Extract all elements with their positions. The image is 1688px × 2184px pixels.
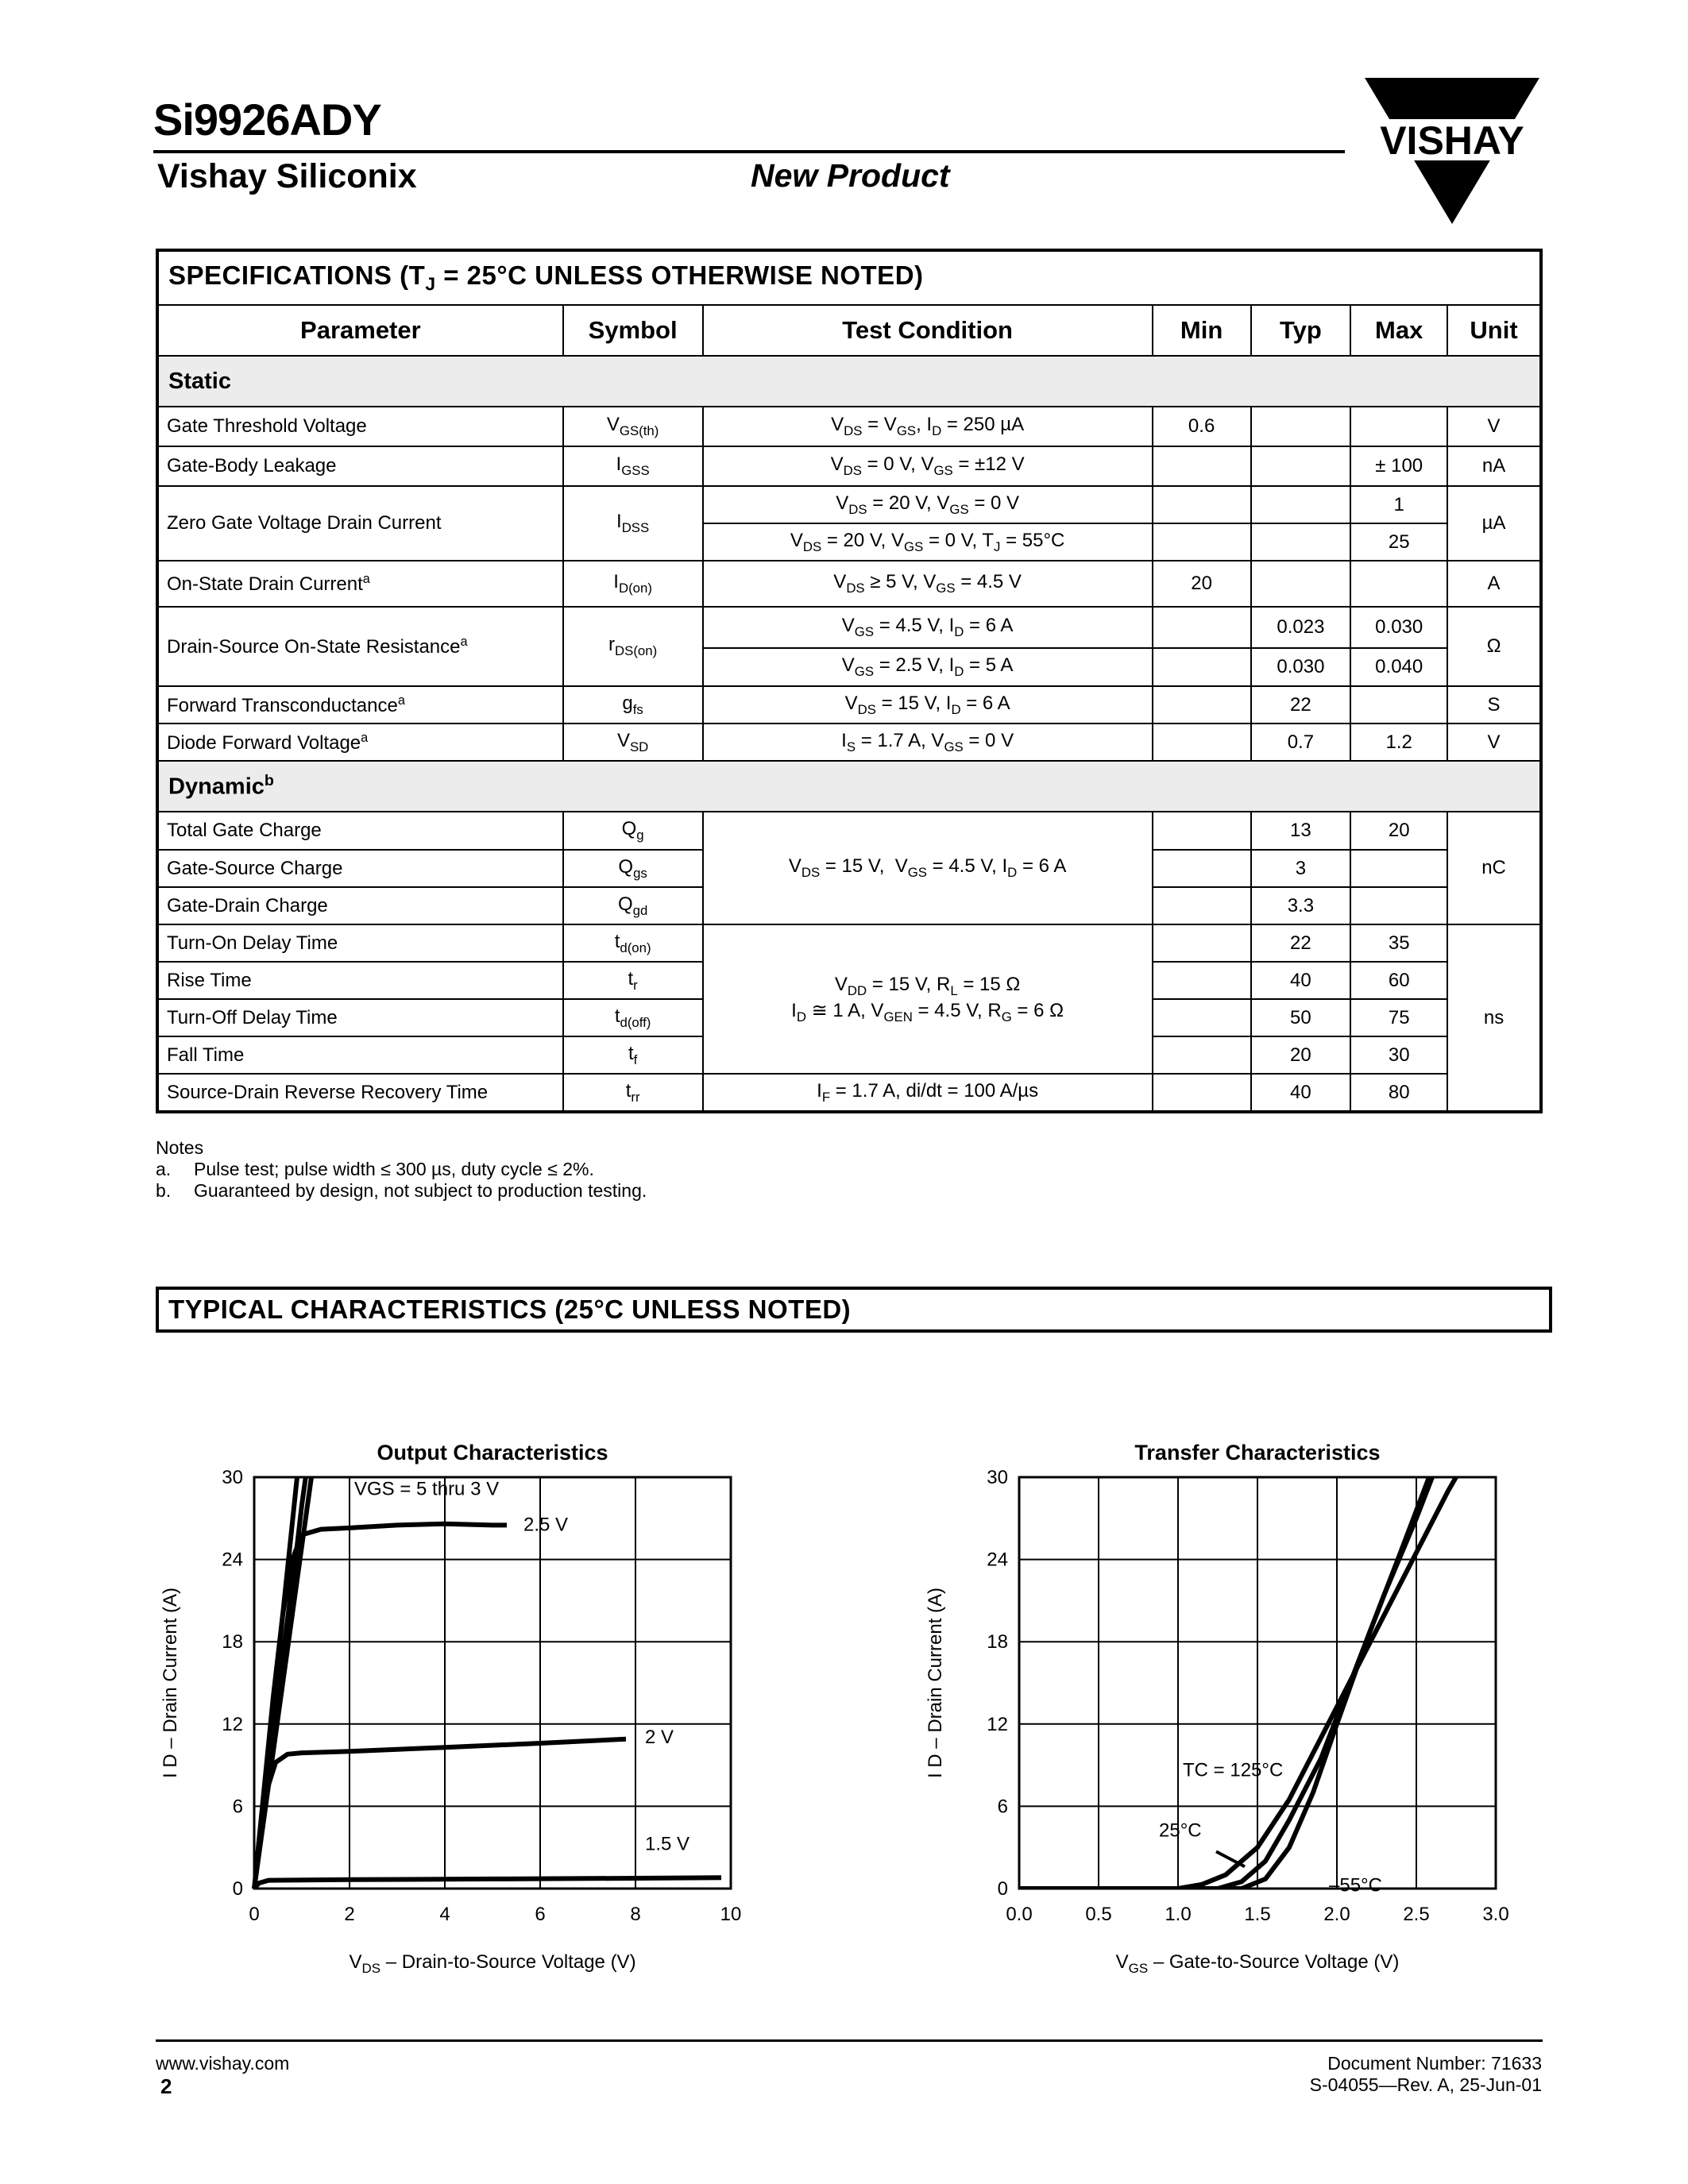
typ-value: 22 <box>1251 924 1351 962</box>
test-condition: $V_{DS} = V_{GS}$, $I_D = 250$ µA <box>703 407 1153 446</box>
param-name: Gate-Body Leakage <box>157 446 563 486</box>
param-name: Turn-Off Delay Time <box>157 999 563 1036</box>
typ-value: 3 <box>1251 850 1351 887</box>
manufacturer: Vishay Siliconix <box>157 157 417 195</box>
part-number: Si9926ADY <box>153 95 381 145</box>
min-value <box>1153 962 1251 999</box>
symbol: $t_f$ <box>563 1036 703 1074</box>
max-value: 1.2 <box>1350 723 1447 761</box>
y-axis-label: I D – Drain Current (A) <box>160 1587 181 1779</box>
col-min: Min <box>1153 305 1251 356</box>
footer-url[interactable]: www.vishay.com <box>156 2053 290 2074</box>
symbol: $t_{d(off)}$ <box>563 999 703 1036</box>
vishay-logo <box>1365 78 1539 224</box>
symbol: $r_{DS(on)}$ <box>563 607 703 686</box>
param-name: Zero Gate Voltage Drain Current <box>157 486 563 561</box>
table-row <box>157 407 1541 446</box>
x-tick-label: 2.0 <box>1323 1904 1350 1925</box>
series-line <box>1019 1477 1456 1889</box>
unit: µA <box>1447 486 1541 561</box>
param-name: Forward Transconductance$^a$ <box>157 686 563 723</box>
param-name: On-State Drain Current$^a$ <box>157 561 563 607</box>
section-dynamic: Dynamic$^b$ <box>157 761 1541 812</box>
series-label: VGS = 5 thru 3 V <box>354 1478 500 1500</box>
note-item: a. Pulse test; pulse width ≤ 300 µs, duty cycle ≤ 2%. <box>156 1159 594 1179</box>
min-value <box>1153 486 1251 523</box>
table-header-row <box>157 305 1541 356</box>
x-tick-label: 8 <box>630 1904 641 1925</box>
y-tick-label: 12 <box>987 1713 1008 1735</box>
table-row <box>157 1074 1541 1112</box>
min-value <box>1153 523 1251 561</box>
symbol: $Q_g$ <box>563 812 703 850</box>
symbol: $t_{rr}$ <box>563 1074 703 1112</box>
chart-title: Transfer Characteristics <box>1134 1441 1381 1464</box>
col-symbol: Symbol <box>563 305 703 356</box>
test-condition: $I_S = 1.7$ A, $V_{GS} = 0$ V <box>703 723 1153 761</box>
footer-rule <box>156 2039 1543 2042</box>
unit: S <box>1447 686 1541 723</box>
param-name: Gate-Source Charge <box>157 850 563 887</box>
unit: nC <box>1447 812 1541 924</box>
col-max: Max <box>1350 305 1447 356</box>
output-characteristics-chart <box>143 1422 842 1993</box>
typ-value: 20 <box>1251 1036 1351 1074</box>
new-product-tag: New Product <box>751 157 950 194</box>
plot-frame <box>254 1477 731 1889</box>
col-parameter: Parameter <box>157 305 563 356</box>
min-value: 0.6 <box>1153 407 1251 446</box>
min-value: 20 <box>1153 561 1251 607</box>
x-tick-label: 0.0 <box>1006 1904 1033 1925</box>
page-number: 2 <box>160 2074 172 2098</box>
min-value <box>1153 1036 1251 1074</box>
min-value <box>1153 999 1251 1036</box>
max-value: 20 <box>1350 812 1447 850</box>
table-row <box>157 446 1541 486</box>
unit: V <box>1447 723 1541 761</box>
revision: S-04055—Rev. A, 25-Jun-01 <box>1309 2074 1542 2095</box>
max-value <box>1350 850 1447 887</box>
min-value <box>1153 446 1251 486</box>
test-condition: $V_{DS} = 15$ V, $V_{GS} = 4.5$ V, $I_D = 6$ A <box>703 812 1153 924</box>
logo-text: VISHAY <box>1380 118 1524 163</box>
symbol: $t_{d(on)}$ <box>563 924 703 962</box>
col-test-condition: Test Condition <box>703 305 1153 356</box>
param-name: Fall Time <box>157 1036 563 1074</box>
col-typ: Typ <box>1251 305 1351 356</box>
series-label: –55°C <box>1329 1874 1382 1897</box>
min-value <box>1153 723 1251 761</box>
series-label: TC = 125°C <box>1183 1759 1284 1781</box>
series-line <box>1019 1477 1429 1889</box>
max-value: ± 100 <box>1350 446 1447 486</box>
symbol: $Q_{gs}$ <box>563 850 703 887</box>
param-name: Diode Forward Voltage$^a$ <box>157 723 563 761</box>
param-name: Source-Drain Reverse Recovery Time <box>157 1074 563 1112</box>
y-tick-label: 18 <box>987 1631 1008 1653</box>
series-line <box>254 1739 626 1889</box>
param-name: Gate Threshold Voltage <box>157 407 563 446</box>
max-value: 35 <box>1350 924 1447 962</box>
max-value: 75 <box>1350 999 1447 1036</box>
unit: V <box>1447 407 1541 446</box>
unit: nA <box>1447 446 1541 486</box>
series-label: 25°C <box>1159 1819 1202 1842</box>
unit: ns <box>1447 924 1541 1112</box>
x-tick-label: 0.5 <box>1085 1904 1112 1925</box>
transfer-characteristics-chart <box>917 1422 1553 1993</box>
y-tick-label: 30 <box>222 1467 243 1488</box>
y-tick-label: 0 <box>997 1878 1008 1900</box>
max-value <box>1350 407 1447 446</box>
symbol: $V_{SD}$ <box>563 723 703 761</box>
min-value <box>1153 607 1251 648</box>
max-value: 80 <box>1350 1074 1447 1112</box>
x-axis-label: $V_{DS}$ – Drain-to-Source Voltage (V) <box>349 1951 636 1976</box>
test-condition: $V_{DS} = 15$ V, $I_D = 6$ A <box>703 686 1153 723</box>
chart-title: Output Characteristics <box>377 1441 608 1464</box>
min-value <box>1153 1074 1251 1112</box>
param-name: Rise Time <box>157 962 563 999</box>
unit: A <box>1447 561 1541 607</box>
y-tick-label: 12 <box>222 1713 243 1735</box>
min-value <box>1153 850 1251 887</box>
x-tick-label: 2 <box>344 1904 355 1925</box>
max-value <box>1350 561 1447 607</box>
unit: Ω <box>1447 607 1541 686</box>
typ-value: 22 <box>1251 686 1351 723</box>
typ-value: 50 <box>1251 999 1351 1036</box>
typ-value <box>1251 523 1351 561</box>
header-rule <box>153 150 1345 153</box>
col-unit: Unit <box>1447 305 1541 356</box>
symbol: $V_{GS(th)}$ <box>563 407 703 446</box>
typ-value: 3.3 <box>1251 887 1351 924</box>
series-line <box>1019 1477 1432 1889</box>
notes-heading: Notes <box>156 1137 204 1158</box>
table-row <box>157 723 1541 761</box>
table-row <box>157 486 1541 523</box>
table-row <box>157 924 1541 962</box>
series-label: 2.5 V <box>523 1514 569 1536</box>
max-value: 1 <box>1350 486 1447 523</box>
note-item: b. Guaranteed by design, not subject to production testing. <box>156 1180 647 1201</box>
max-value: 60 <box>1350 962 1447 999</box>
y-tick-label: 30 <box>987 1467 1008 1488</box>
typ-value: 0.023 <box>1251 607 1351 648</box>
max-value: 30 <box>1350 1036 1447 1074</box>
max-value <box>1350 887 1447 924</box>
typ-value: 0.030 <box>1251 648 1351 686</box>
max-value: 0.040 <box>1350 648 1447 686</box>
typ-value: 13 <box>1251 812 1351 850</box>
spec-table-title: SPECIFICATIONS ($T_J = 25^\circ C$ UNLESS OTHERWISE NOTED) <box>157 250 1541 305</box>
min-value <box>1153 648 1251 686</box>
series-line <box>254 1877 721 1889</box>
test-condition: $I_F = 1.7$ A, di/dt = 100 A/µs <box>703 1074 1153 1112</box>
symbol: $g_{fs}$ <box>563 686 703 723</box>
y-tick-label: 24 <box>987 1549 1008 1571</box>
param-name: Drain-Source On-State Resistance$^a$ <box>157 607 563 686</box>
max-value: 25 <box>1350 523 1447 561</box>
param-name: Total Gate Charge <box>157 812 563 850</box>
y-tick-label: 18 <box>222 1631 243 1653</box>
series-label: 2 V <box>645 1726 674 1748</box>
symbol: $t_r$ <box>563 962 703 999</box>
test-condition: $V_{DD} = 15$ V, $R_L = 15$ Ω $I_D$ ≅ 1 A, $V_{GEN} = 4.5$ V, $R_G = 6$ Ω <box>703 924 1153 1074</box>
typ-value <box>1251 407 1351 446</box>
typ-value <box>1251 486 1351 523</box>
typ-value: 0.7 <box>1251 723 1351 761</box>
y-axis-label: I D – Drain Current (A) <box>925 1587 946 1779</box>
symbol: $Q_{gd}$ <box>563 887 703 924</box>
symbol: $I_{D(on)}$ <box>563 561 703 607</box>
test-condition: $V_{DS} = 0$ V, $V_{GS} = \pm 12$ V <box>703 446 1153 486</box>
table-row <box>157 812 1541 850</box>
typ-value: 40 <box>1251 1074 1351 1112</box>
param-name: Turn-On Delay Time <box>157 924 563 962</box>
y-tick-label: 6 <box>997 1796 1008 1818</box>
test-condition: $V_{DS} = 20$ V, $V_{GS} = 0$ V <box>703 486 1153 523</box>
min-value <box>1153 686 1251 723</box>
x-tick-label: 6 <box>535 1904 546 1925</box>
y-tick-label: 0 <box>232 1878 243 1900</box>
table-row <box>157 607 1541 648</box>
min-value <box>1153 812 1251 850</box>
series-label: 1.5 V <box>645 1833 690 1855</box>
table-row <box>157 686 1541 723</box>
section-static: Static <box>157 356 1541 407</box>
typical-characteristics-title: TYPICAL CHARACTERISTICS (25°C UNLESS NOTED) <box>156 1287 1552 1333</box>
table-row <box>157 561 1541 607</box>
x-tick-label: 2.5 <box>1403 1904 1430 1925</box>
test-condition: $V_{GS} = 4.5$ V, $I_D = 6$ A <box>703 607 1153 648</box>
min-value <box>1153 887 1251 924</box>
x-tick-label: 1.0 <box>1165 1904 1192 1925</box>
x-tick-label: 0 <box>249 1904 260 1925</box>
typ-value <box>1251 561 1351 607</box>
y-tick-label: 24 <box>222 1549 243 1571</box>
document-number: Document Number: 71633 <box>1327 2053 1542 2074</box>
test-condition: $V_{DS} \ge 5$ V, $V_{GS} = 4.5$ V <box>703 561 1153 607</box>
test-condition: $V_{GS} = 2.5$ V, $I_D = 5$ A <box>703 648 1153 686</box>
max-value <box>1350 686 1447 723</box>
x-axis-label: $V_{GS}$ – Gate-to-Source Voltage (V) <box>1115 1951 1400 1976</box>
typ-value: 40 <box>1251 962 1351 999</box>
specifications-table <box>156 249 1543 1113</box>
typ-value <box>1251 446 1351 486</box>
x-tick-label: 10 <box>720 1904 742 1925</box>
series-line <box>254 1477 311 1889</box>
symbol: $I_{DSS}$ <box>563 486 703 561</box>
param-name: Gate-Drain Charge <box>157 887 563 924</box>
x-tick-label: 3.0 <box>1482 1904 1509 1925</box>
min-value <box>1153 924 1251 962</box>
y-tick-label: 6 <box>232 1796 243 1818</box>
test-condition: $V_{DS} = 20$ V, $V_{GS} = 0$ V, $T_J = 55^\circ C$ <box>703 523 1153 561</box>
symbol: $I_{GSS}$ <box>563 446 703 486</box>
notes <box>156 1137 647 1202</box>
x-tick-label: 1.5 <box>1244 1904 1271 1925</box>
max-value: 0.030 <box>1350 607 1447 648</box>
x-tick-label: 4 <box>439 1904 450 1925</box>
